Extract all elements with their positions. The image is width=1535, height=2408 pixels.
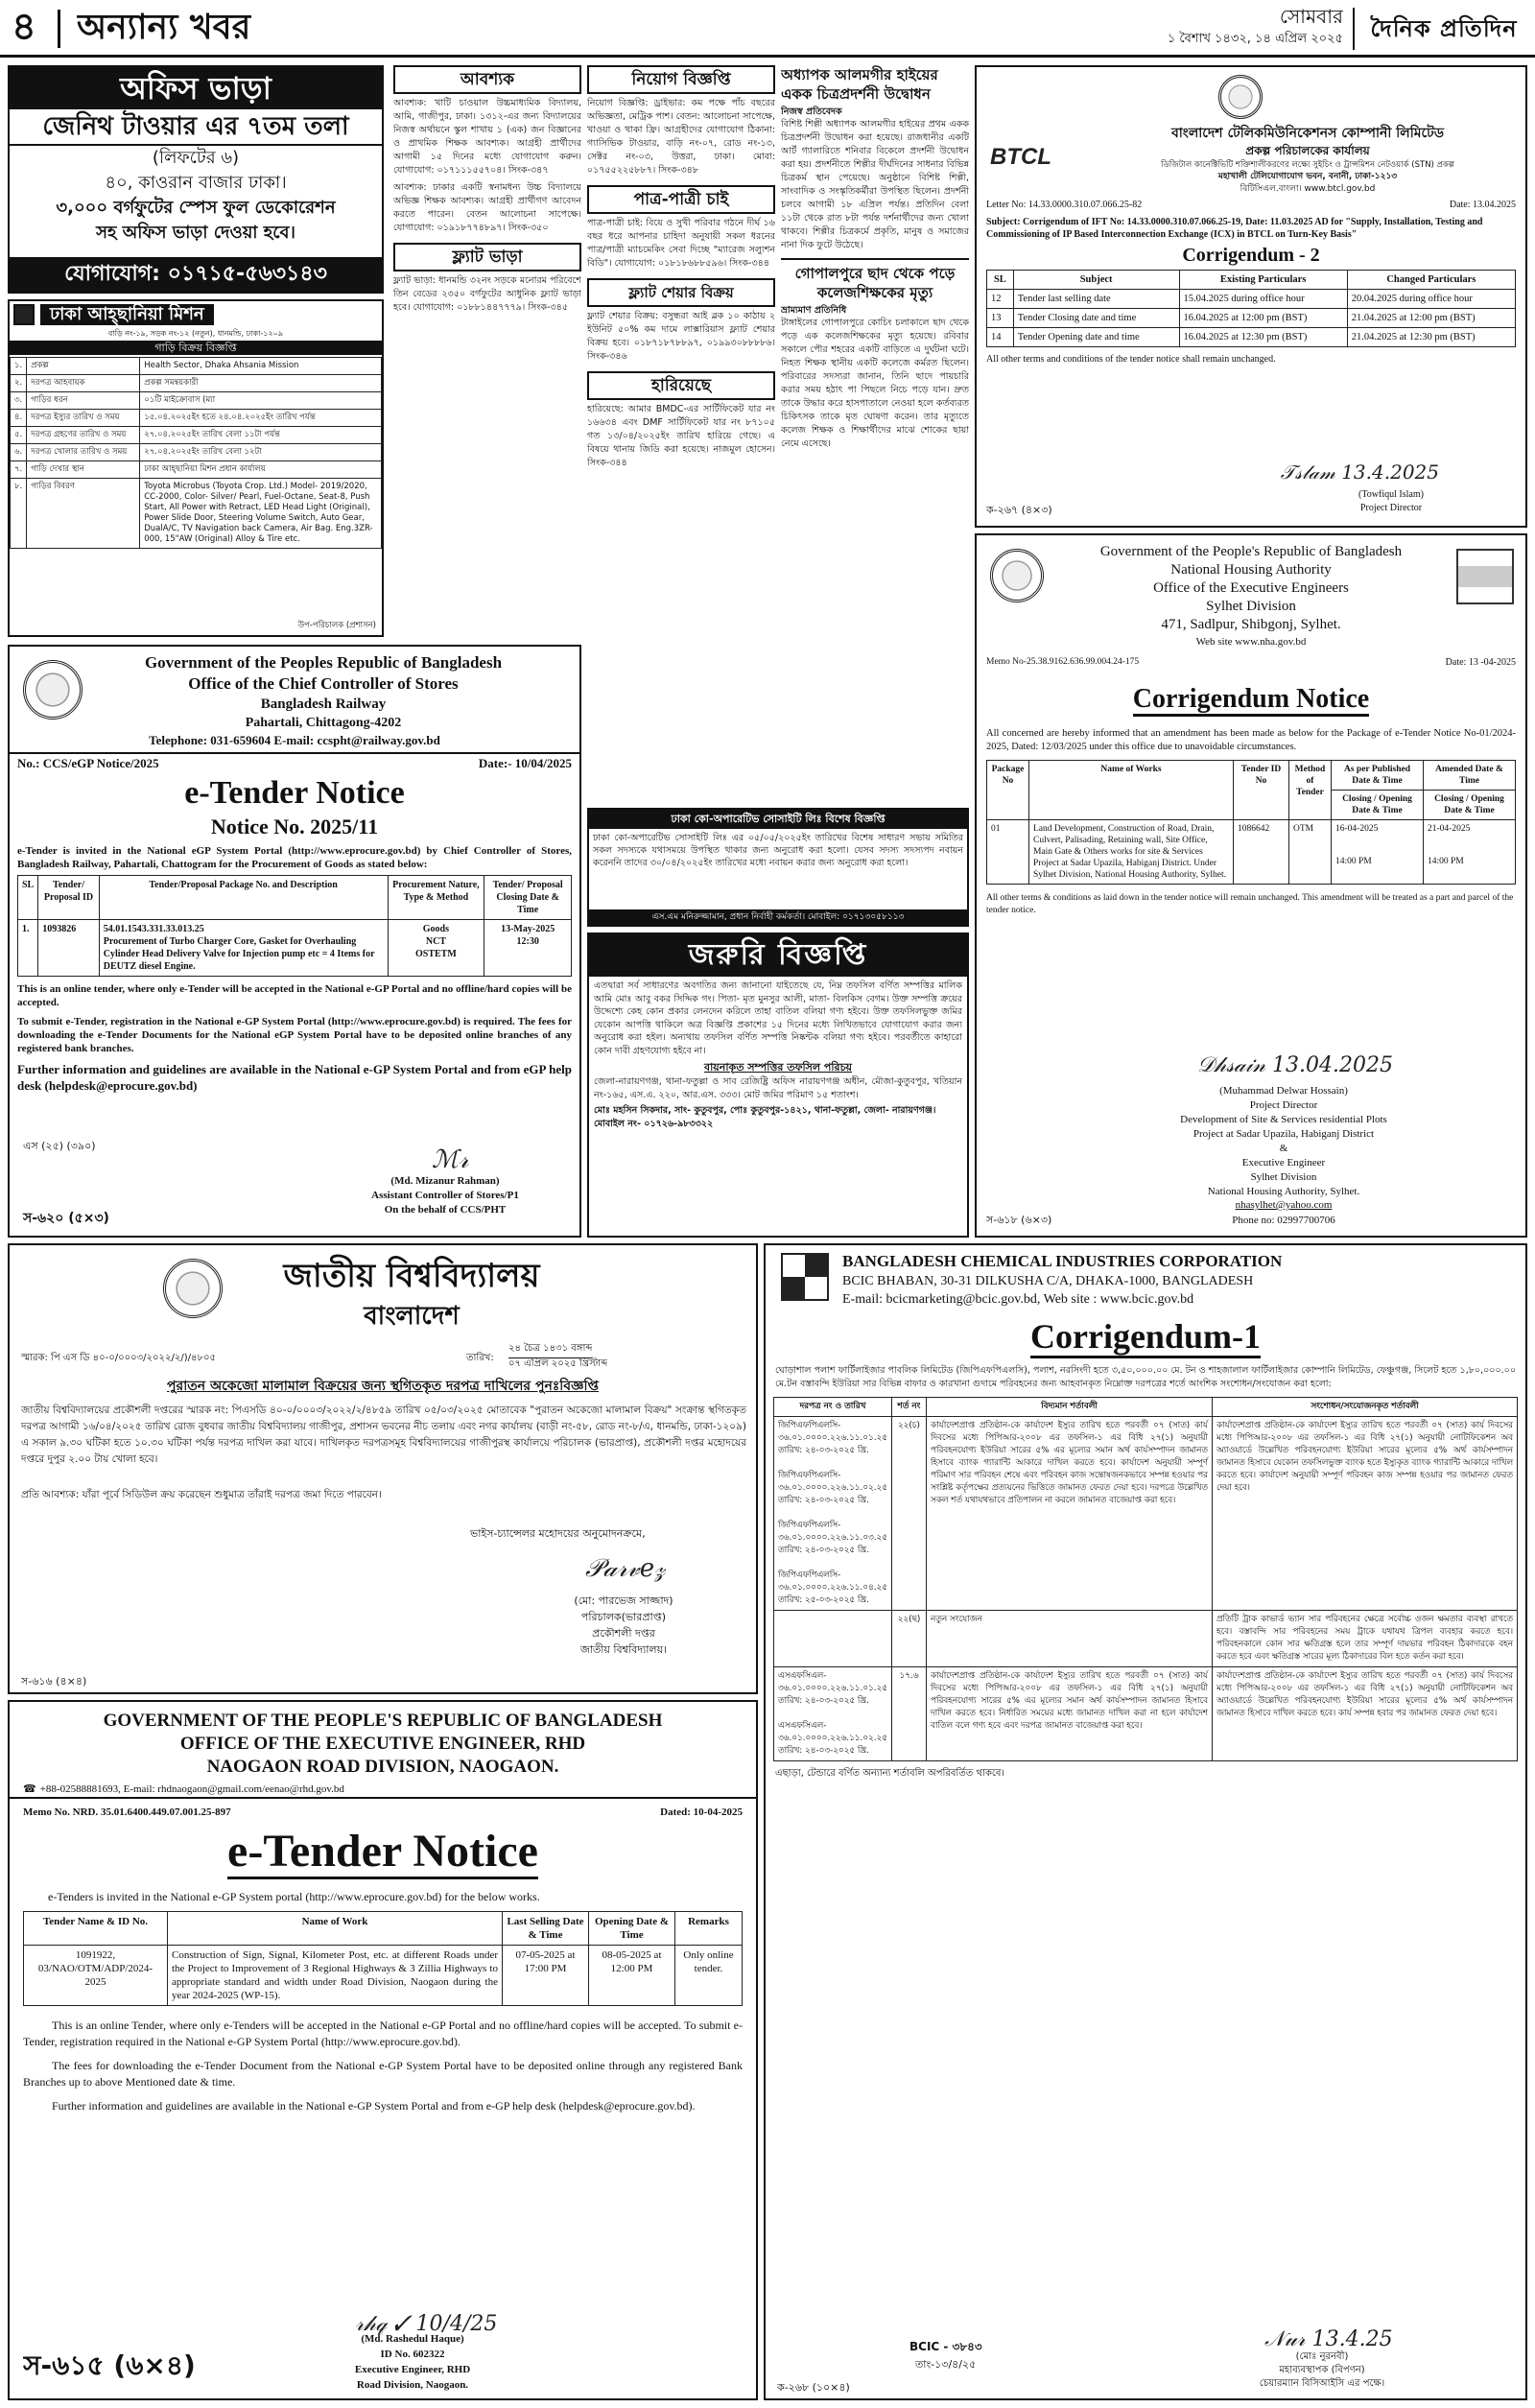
railway-col-3: Procurement Nature, Type & Method (388, 876, 484, 920)
btcl-title: Corrigendum - 2 (1182, 245, 1320, 266)
nu-date-1: ২৪ চৈত্র ১৪৩১ বঙ্গাব্দ (508, 1341, 592, 1358)
ahsania-cell-v: Toyota Microbus (Toyota Crop. Ltd.) Model- 2019/2020, CC-2000, Color- Silver/ Pearl, Fuel-Octane, Seat-8, Push Start, All Power with Retract, LED Head Light (Original), Power Slide Door, Steering Volume Switch, Auto Gear, DualA/C, TV Navigation back Camera, Air Bag. Eng.3ZR-000, 15"AW (Original) Alloy & Tire etc. (140, 479, 382, 549)
ahsania-title: ঢাকা আহ্ছানিয়া মিশন (40, 304, 214, 325)
ahsania-cell-k: দরপত্র খোলার তারিখ ও সময় (27, 444, 140, 461)
btcl-cell: Tender Closing date and time (1013, 309, 1179, 328)
table-row (11, 479, 382, 549)
ahsania-logo-icon (13, 304, 35, 325)
table-row (987, 309, 1516, 328)
railway-logo-icon (23, 660, 83, 720)
table-row (24, 1946, 743, 2006)
ahsania-cell-n: ২. (11, 375, 27, 392)
ahsania-cell-v: ঢাকা আহ্ছানিয়া মিশন প্রধান কার্যালয় (140, 461, 382, 479)
railway-l1: Government of the Peoples Republic of Bangladesh (144, 653, 503, 672)
btcl-sign-title: Project Director (1359, 503, 1423, 513)
btcl-cell: 13 (987, 309, 1014, 328)
bcic-cell-cond: ২২(চ) (891, 1417, 926, 1611)
bcic-cell-new: কার্যাদেশপ্রাপ্ত প্রতিষ্ঠান-কে কার্যাদেশ ইস্যুর তারিখ হতে পরবর্তী ০৭ (সাত) কার্য দিবসের মধ্যে পিপিআর-২০০৮ এর তফসিল-১ এর বিধি ২৭(১) অনুযায়ী নোটিফিকেশন অব অ্যাওয়ার্ডে উল্লেখিত পরিবহনযোগ্য ইউরিয়া সারের মূল্যের ৫% অর্থ কার্যসম্পাদন জামানত হিসাবে দাখিল করতে হবে। কার্য সম্পন্ন হবার পর জামানত ফেরত দেয়া হবে। (1212, 1667, 1517, 1761)
table-row (774, 1667, 1518, 1761)
bcic-code: ক-২৬৮ (১০×৪) (777, 2381, 850, 2394)
nha-col-method: Method of Tender (1289, 761, 1332, 820)
btcl-logo: BTCL (990, 144, 1051, 170)
btcl-cell: 20.04.2025 during office hour (1347, 290, 1515, 309)
railway-sign: (Md. Mizanur Rahman) Assistant Controller of Stores/P1 On the behalf of CCS/PHT (371, 1175, 519, 1216)
btcl-project: ডিজিটাল কানেক্টিভিটি শক্তিশালীকরণের লক্ষ্যে সুইচিং ও ট্রান্সমিশন নেটওয়ার্ক (STN) প্রকল্প (1161, 160, 1454, 170)
bcic-intro: ঘোড়াশাল পলাশ ফার্টিলাইজার পাবলিক লিমিটেড (জিপিএফপিএলসি), পলাশ, নরসিংদী হতে ৩,৫০,০০০.০০ মে. টন ও শাহজালাল ফার্টিলাইজার কোম্পানি লিমিটেড, ফেঞ্চুগঞ্জ, সিলেট হতে ১,৮০,০০০.০০ মে.টন বস্তাবন্দি ইউরিয়া সার বিভিন্ন বাফার ও কারখানা গুদামে পরিবহনের জন্য আহবানকৃত নিম্নোক্ত দরপত্রের শর্তে আংশিক সংশোধন/সংযোজন করা হলো: (775, 1365, 1516, 1389)
urgent-body: এতদ্বারা সর্ব সাধারণের অবগতির জন্য জানানো যাইতেছে যে, নিম্ন তফসিল বর্ণিত সম্পত্তির মালিক আমি মোঃ আবু বকর সিদ্দিক গং। পিতা- মৃত মুনসুর আলী, মাতা- বিলকিস বেগম। উক্ত সম্পত্তি ক্রয়ের উদ্দেশ্যে কেহ কোন প্রকার লেনদেন করিলে তাহা বাতিল বলিয়া গণ্য হইবে। উক্ত তফসিলভুক্ত জমির যেকোন আপত্তি থাকিলে অত্র বিজ্ঞপ্তি প্রকাশের ১৫ দিনের মধ্যে লিখিতভাবে যোগাযোগ করার জন্য অনুরোধ করা হইল। অন্যথায় তফসিল বর্ণিত সম্পত্তি নিষ্কন্টক বলিয়া গণ্য হইবে। পরবর্তীতে কাহারো কোন দাবী গ্রহণযোগ্য হইবে না। (594, 980, 962, 1056)
nu-order: ভাইস-চ্যান্সেলর মহোদয়ের অনুমোদনক্রমে, (470, 1527, 646, 1540)
lost-heading: হারিয়েছে (587, 371, 775, 400)
table-row (11, 444, 382, 461)
bcic-l3: E-mail: bcicmarketing@bcic.gov.bd, Web site : www.bcic.gov.bd (842, 1292, 1194, 1307)
needed-heading: আবশ্যক (393, 65, 581, 94)
btcl-cell: 15.04.2025 during office hour (1179, 290, 1347, 309)
nha-code: স-৬১৮ (৬×৩) (986, 1214, 1052, 1226)
railway-l3: Bangladesh Railway (260, 696, 387, 712)
railway-table (17, 875, 572, 977)
nha-cell-method: OTM (1289, 820, 1332, 885)
coop-sign: এস.এম মনিরুজ্জামান, প্রধান নির্বাহী কর্মকর্তা। মোবাইল: ০১৭১৩০৫৮১১৩ (589, 909, 967, 925)
nha-signature: 𝒟𝒽𝓈𝒶𝒾𝓃 13.04.2025 (1197, 1053, 1393, 1077)
btcl-seal-icon (1218, 75, 1263, 119)
railway-tel: Telephone: 031-659604 E-mail: ccspht@railway.gov.bd (149, 733, 440, 747)
nha-col-amended: Amended Date & Time (1424, 761, 1516, 791)
table-row (987, 328, 1516, 347)
ahsania-cell-n: ৬. (11, 444, 27, 461)
nha-cell-pkg: 01 (987, 820, 1029, 885)
bcic-col-3: সংশোধন/সংযোজনকৃত শর্তাবলী (1212, 1398, 1517, 1417)
btcl-cell: 16.04.2025 at 12:00 pm (BST) (1179, 309, 1347, 328)
nha-title: Corrigendum Notice (1133, 684, 1370, 717)
ahsania-cell-k: দরপত্র আহবায়ক (27, 375, 140, 392)
ahsania-cell-k: গাড়ির বিবরণ (27, 479, 140, 549)
office-rent-ad (8, 65, 384, 294)
urgent-schedule: জেলা-নারায়ণগঞ্জ, থানা-ফতুল্লা ও সাব রেজিষ্ট্রি অফিস নারায়ণগঞ্জ অধীন, মৌজা-কুতুবপুর, খতিয়ান নং-১৬৫, এস.এ. ২২০, আর.এস. ৩৩৩। মোট জমির পরিমাণ ১৫ শতাংশ। (594, 1076, 962, 1100)
nu-body: জাতীয় বিশ্ববিদ্যালয়ের প্রকৌশলী দপ্তরের স্মারক নং: পিএসডি ৪০-০/০০০৩/২০২২/২/৪৮৫৯ তারিখ ০৫/০৩/২০২৫ মোতাবেক "পুরাতন অকেজো মালামাল বিক্রয়" সংক্রান্ত স্থগিতকৃত দরপত্র আগামী ১৬/০৪/২০২৫ তারিখ রোজ বুধবার জাতীয় বিশ্ববিদ্যালয় গাজীপুর, প্রশাসন ভবনের নীচ তলায় এবং নগর কার্যালয় (বাড়ী নং-৫৮, রোড নং-৮/এ, ধানমন্ডি, ঢাকা-১২০৯) এ সকাল ৯.৩০ ঘটিকা হতে ১০.৩০ ঘটিকা পর্যন্ত দরপত্র দাখিল করা যাবে। দাখিলকৃত দরপত্রসমূহ বিশ্ববিদ্যালয়ের গাজীপুরস্থ কার্যালয়ে পরিচালক (ভারপ্রাপ্ত), প্রকৌশলী দপ্তর মহোদয়ের দপ্তরে দুপুর ২.০০ টায় খোলা হবে। (21, 1405, 746, 1465)
nha-web: Web site www.nha.gov.bd (1195, 636, 1307, 648)
bcic-code-label: BCIC - ৩৮৪৩ (909, 2340, 982, 2353)
alamgir-body: বিশিষ্ট শিল্পী অধ্যাপক আলমগীর হাইয়ের প্রথম একক চিত্রপ্রদর্শনী উদ্বোধন করা হয়েছে। রাজধানীর একটি আর্ট গ্যালারিতে শনিবার বিকেলে প্রদর্শনী উদ্বোধন করা হয়। প্রদর্শনীতে শিল্পীর দীর্ঘদিনের সাধনার বিভিন্ন চিত্রকর্ম স্থান পেয়েছে। অনুষ্ঠানে বিশিষ্ট শিল্পী, সাংবাদিক ও সংস্কৃতিকর্মীরা উপস্থিত ছিলেন। প্রদর্শনী চলবে আগামী ১৮ এপ্রিল পর্যন্ত। প্রতিদিন বেলা ১১টা থেকে রাত ৮টা পর্যন্ত দর্শনার্থীদের জন্য খোলা থাকবে। শিল্পীর চিত্রকর্মে প্রকৃতি, মানুষ ও সমাজের নানা দিক ফুটে উঠেছে। (781, 119, 969, 250)
btcl-office: প্রকল্প পরিচালকের কার্যালয় (1245, 144, 1370, 157)
table-row (11, 375, 382, 392)
flat-sale-text: ফ্ল্যাট শেয়ার বিক্রয়: বসুন্ধরা আই ব্লক ১০ কাঠায় ২ ইউনিট ৫০% কম দামে লাক্সারিয়াস ফ্ল্যাট শেয়ার বিক্রয় হবে। ০১৮৭১৮৭৮৮৯৭, ০১৯৯৩০৮৮৮৮৬। সিংক-৩৪৬ (587, 311, 775, 362)
coop-body: ঢাকা কো-অপারেটিভ সোসাইটি লিঃ এর ০৫/০৫/২০২৫ইং তারিখের বিশেষ সাধারণ সভায় সমিতির সকল সদস্যকে যথাসময়ে উপস্থিত থাকার জন্য অনুরোধ করা হলো। যেসব সদস্য সদস্যপদ নবায়ন করেননি তাদের ৩০/০৪/২০২৫ইং তারিখের মধ্যে নবায়ন করার জন্য অনুরোধ করা হলো। (593, 833, 963, 868)
ahsania-footer: উপ-পরিচালক (প্রশাসন) (297, 621, 376, 630)
nha-table (986, 760, 1516, 885)
rhd-tender (8, 1700, 758, 2400)
bcic-cell-ref: জিপিএফপিএলসি- ৩৬.০১.০০০০.২২৬.১১.০১.২৫ তারিখ: ২৪-০৩-২০২৫ খ্রি. জিপিএফপিএলসি- ৩৬.০১.০০০০.২২৬.১১.০২.২৫ তারিখ: ২৪-০৩-২০২৫ খ্রি. জিপিএফপিএলসি- ৩৬.০১.০০০০.২২৬.১১.০৩.২৫ তারিখ: ২৪-০৩-২০২৫ খ্রি. জিপিএফপিএলসি- ৩৬.০১.০০০০.২২৬.১১.০৪.২৫ তারিখ: ২৫-০৩-২০২৫ খ্রি. (774, 1417, 892, 1611)
rhd-cell-0: 1091922, 03/NAO/OTM/ADP/2024-2025 (24, 1946, 168, 2006)
nu-date-label: তারিখ: (466, 1353, 494, 1363)
rhd-table (23, 1911, 743, 2006)
rhd-date: Dated: 10-04-2025 (660, 1806, 743, 1818)
office-rent-line2: (লিফটের ৬) (152, 148, 240, 168)
rhd-col-3: Opening Date & Time (589, 1912, 675, 1946)
nha-phone: Phone no: 02997700706 (1232, 1215, 1335, 1226)
btcl-col-1: Subject (1013, 271, 1179, 290)
office-rent-line1: জেনিথ টাওয়ার এর ৭তম তলা (10, 109, 382, 146)
recruit-heading: নিয়োগ বিজ্ঞপ্তি (587, 65, 775, 94)
nha-cell-id: 1086642 (1234, 820, 1289, 885)
marriage-text: পাত্র-পাত্রী চাই: বিয়ে ও সুখী পরিবার গঠনে দীর্ঘ ১৬ বছর ধরে আপনার চাহিদা অনুযায়ী সকল ধরনের পাত্র/পাত্রী ম্যাচমেকিং সেবা দিচ্ছে "ম্যারেজ সল্যুশন বিডি"। যোগাযোগ: ০১৮১৮৬৮৮৫৯৬। সিংক-৩৪৪ (587, 218, 775, 269)
rhd-cell-3: 08-05-2025 at 12:00 PM (589, 1946, 675, 2006)
flat-sale-heading: ফ্ল্যাট শেয়ার বিক্রয় (587, 278, 775, 307)
table-row (774, 1611, 1518, 1667)
rhd-col-2: Last Selling Date & Time (503, 1912, 589, 1946)
btcl-col-3: Changed Particulars (1347, 271, 1515, 290)
bcic-sign: (মোঃ নুরনবী) মহাব্যবস্থাপক (বিপণন) চেয়ারম্যান বিসিআইসি এর পক্ষে। (1259, 2351, 1385, 2389)
railway-title: e-Tender Notice (184, 775, 405, 811)
table-row (987, 820, 1516, 885)
bcic-col-0: দরপত্র নং ও তারিখ (774, 1398, 892, 1417)
page-header (0, 0, 1535, 58)
alamgir-headline-2: একক চিত্রপ্রদর্শনী উদ্বোধন (781, 85, 931, 103)
table-row (11, 461, 382, 479)
bcic-corrigendum (764, 1243, 1527, 2400)
rhd-l2: OFFICE OF THE EXECUTIVE ENGINEER, RHD (179, 1734, 586, 1754)
rhd-title: e-Tender Notice (227, 1826, 538, 1879)
ahsania-cell-v: Health Sector, Dhaka Ahsania Mission (140, 358, 382, 375)
nha-memo: Memo No-25.38.9162.636.99.004.24-175 (986, 657, 1140, 667)
nha-amd-date: 21-04-2025 (1428, 824, 1471, 834)
bcic-cell-cond: ১৭.৬ (891, 1667, 926, 1761)
bcic-cell-old: কার্যাদেশপ্রাপ্ত প্রতিষ্ঠান-কে কার্যাদেশ ইস্যুর তারিখ হতে পরবর্তী ০৭ (সাত) কার্য দিবসের মধ্যে পিপিআর-২০০৮ এর তফসিল-১ এর বিধি ২৭(১) অনুযায়ী পরিবহনযোগ্য সারের ৫% এর মূল্যের সমান অর্থ কার্যসম্পাদন জামানত হিসাবে দাখিল করতে হবে। নির্ধারিত সময়ের মধ্যে জামানত দাখিল করা না হলে কার্যাদেশ বাতিল বলে গণ্য হবে এবং দরপত্র জামানত বাজেয়াপ্ত করা হবে। (926, 1667, 1212, 1761)
nha-corrigendum (975, 533, 1527, 1238)
table-row (987, 290, 1516, 309)
rhd-l3: NAOGAON ROAD DIVISION, NAOGAON. (206, 1757, 559, 1777)
btcl-col-2: Existing Particulars (1179, 271, 1347, 290)
ahsania-cell-k: গাড়ি দেখার স্থান (27, 461, 140, 479)
rhd-sign: (Md. Rashedul Haque) ID No. 602322 Executive Engineer, RHD Road Division, Naogaon. (354, 2333, 471, 2391)
bcic-cell-cond: ২২(ছ) (891, 1611, 926, 1667)
bcic-cell-ref: এসএফসিএল- ৩৬.০১.০০০০.২২৬.১১.০১.২৫ তারিখ: ২৪-০৩-২০২৫ খ্রি. এসএফসিএল- ৩৬.০১.০০০০.২২৬.১১.০২.২৫ তারিখ: ২৪-০৩-২০২৫ খ্রি. (774, 1667, 892, 1761)
ahsania-cell-k: দরপত্র ইস্যুর তারিখ ও সময় (27, 410, 140, 427)
page-number: ৪ (12, 5, 36, 49)
lost-text: হারিয়েছে: আমার BMDC-এর সার্টিফিকেট যার নং ১৬৬৩৪ এবং DMF সার্টিফিকেট যার নং ৮৭১০৫ গত ১৩/০৪/২০২৫ইং তারিখ হারিয়ে গেছে। এ বিষয়ে থানায় জিডি করা হয়েছে। নাজমুল হোসেন। সিংক-৩৪৪ (587, 404, 775, 468)
nu-name-1: জাতীয় বিশ্ববিদ্যালয় (283, 1257, 540, 1295)
bcic-cell-old: কার্যাদেশপ্রাপ্ত প্রতিষ্ঠান-কে কার্যাদেশ ইস্যুর তারিখ হতে পরবর্তী ০৭ (সাত) কার্য দিবসের মধ্যে পিপিআর-২০০৮ এর তফসিল-১ এর বিধি ২৭(১) অনুযায়ী পরিবহনযোগ্য ইউরিয়া সারের ৫% এর মূল্যের সমান অর্থ কার্যসম্পাদন জামানত হিসাবে ব্যাংক গ্যারান্টি আকারে দাখিল করতে হবে। কার্যাদেশ অনুযায়ী সম্পূর্ণ পরিমাণ সার পরিবহন শেষে এবং পরিবহন কাজ সন্তোষজনকভাবে সম্পন্ন হওয়ার পর সংশ্লিষ্ট কর্তৃপক্ষের প্রত্যয়নের ভিত্তিতে জামানত ফেরত দেয়া হবে। দরপত্রে উল্লেখিত সকল শর্ত যথাযথভাবে প্রতিপালন না করলে জামানত বাজেয়াপ্ত করা হবে। (926, 1417, 1212, 1611)
phone-icon: ☎ (23, 1783, 36, 1795)
bcic-cell-ref (774, 1611, 892, 1667)
btcl-sign-name: (Towfiqul Islam) (1358, 489, 1424, 500)
rhd-cell-2: 07-05-2025 at 17:00 PM (503, 1946, 589, 2006)
bcic-table (773, 1397, 1518, 1761)
alamgir-byline: নিজস্ব প্রতিবেদক (781, 106, 842, 117)
btcl-cell: 14 (987, 328, 1014, 347)
railway-notice-no: Notice No. 2025/11 (210, 814, 379, 838)
nha-pub-time: 14:00 PM (1335, 857, 1372, 866)
ahsania-cell-n: ৫. (11, 427, 27, 444)
nha-amd-time: 14:00 PM (1428, 857, 1464, 866)
nu-memo: স্মারক: পি এস ডি ৪০-০/০০০৩/২০২২/২/)/৪৮০৫ (21, 1353, 216, 1363)
ahsania-cell-n: ৭. (11, 461, 27, 479)
gopalpur-byline: ভ্রাম্যমাণ প্রতিনিধি (781, 305, 847, 316)
section-title: অন্যান্য খবর (77, 8, 251, 47)
nha-l3: Office of the Executive Engineers (1153, 580, 1349, 596)
btcl-cell: 21.04.2025 at 12:00 pm (BST) (1347, 309, 1515, 328)
railway-col-2: Tender/Proposal Package No. and Description (99, 876, 388, 920)
urgent-sign: মোঃ মহসিন সিকদার, সাং- কুতুবপুর, পোঃ কুতুবপুর-১৪২১, থানা-ফতুল্লা, জেলা- নারায়ণগঞ্জ। মোবাইল নং- ০১৭২৬-৯৮৩৩২২ (594, 1105, 936, 1129)
railway-cell-1: 1093826 (38, 920, 100, 977)
btcl-cell: 12 (987, 290, 1014, 309)
railway-p3: Further information and guidelines are available in the National e-GP System Portal and from eGP help desk (helpdesk@eprocure.gov.bd) (17, 1062, 572, 1093)
coop-notice (587, 808, 969, 927)
office-rent-line4: ৩,০০০ বর্গফুটের স্পেস ফুল ডেকোরেশন (56, 198, 336, 218)
nha-logo-icon (1456, 549, 1514, 604)
office-rent-line3: ৪০, কাওরান বাজার ঢাকা। (105, 173, 287, 193)
railway-code-1: এস (২৫) (৩৯০) (23, 1140, 96, 1152)
bcic-note: এছাড়া, টেন্ডারে বর্ণিত অন্যান্য শর্তাবলি অপরিবর্তিত থাকবে। (775, 1768, 1005, 1779)
table-row (11, 392, 382, 410)
nha-l1: Government of the People's Republic of Bangladesh (1099, 544, 1403, 559)
rhd-cell-4: Only online tender. (675, 1946, 743, 2006)
nha-col-published: As per Published Date & Time (1332, 761, 1424, 791)
recruit-text: নিয়োগ বিজ্ঞপ্তি: ড্রাইভার: কম পক্ষে পাঁচ বছরের অভিজ্ঞতা, মেট্রিক পাশ। বেতন: আলোচনা সাপেক্ষে, খাওয়া ও থাকা ফ্রি। আগ্রহীদের যোগাযোগ ঠিকানা: গ্যাসিভিক টাওয়ার, বাড়ি নং-০৭, রোড নং-১৩, সেক্টর নং-০৩, উত্তরা, ঢাকা। মোবা: ০১৭৫৫২২৫৮৮৭। সিংক-৩৪৮ (587, 98, 775, 176)
railway-l4: Pahartali, Chittagong-4202 (245, 716, 402, 730)
railway-signature: ℳ𝓇 (432, 1145, 469, 1174)
gopalpur-body: টাঙ্গাইলের গোপালপুরে কোচিং চলাকালে ছাদ থেকে পড়ে এক কলেজশিক্ষকের মৃত্যু হয়েছে। রবিবার সকালে পৌর শহরের একটি বাড়িতে এ দুর্ঘটনা ঘটে। নিহত শিক্ষক স্থানীয় একটি কলেজে কর্মরত ছিলেন। পরিবারের সদস্যরা জানান, তিনি ছাদে পায়চারি করার সময় হঠাৎ পা পিছলে নিচে পড়ে যান। দ্রুত তাকে উদ্ধার করে হাসপাতালে নেওয়া হলে কর্তব্যরত চিকিৎসক তাকে মৃত ঘোষণা করেন। তার মৃত্যুতে কলেজ শিক্ষক ও শিক্ষার্থীদের মাঝে শোকের ছায়া নেমে এসেছে। (781, 318, 969, 449)
office-rent-line5: সহ অফিস ভাড়া দেওয়া হবে। (96, 223, 295, 243)
rhd-col-0: Tender Name & ID No. (24, 1912, 168, 1946)
ahsania-cell-n: ৪. (11, 410, 27, 427)
masthead-logo: দৈনিক প্রতিদিন (1370, 15, 1518, 42)
btcl-signature: 𝒯𝓈𝓁𝒶𝓂 13.4.2025 (1280, 460, 1439, 484)
railway-cell-4: 13-May-2025 12:30 (484, 920, 572, 977)
btcl-col-0: SL (987, 271, 1014, 290)
nha-sign: (Muhammad Delwar Hossain) Project Director Development of Site & Services residential Plots Project at Sadar Upazila, Habiganj District & Executive Engineer Sylhet Division National Housing Authority, Sylhet. (1180, 1085, 1387, 1197)
rhd-p1: This is an online Tender, where only e-Tenders will be accepted in the National e-GP Portal and no offline/hard copies will be accepted. To submit e-Tender, registration required in the National e-GP System Portal (http://www.eprocure.gov.bd). (23, 2018, 743, 2048)
nha-cell-work: Land Development, Construction of Road, Drain, Culvert, Palisading, Retaining wall, Site Office, Main Gate & Others works for site & Services Project at Sadar Upazila, Habiganj District. Under Sylhet Division, National Housing Authority, Sylhet. (1029, 820, 1234, 885)
nha-intro: All concerned are hereby informed that an amendment has been made as below for the Package of e-Tender Notice No-01/2024-2025, Dated: 12/03/2025 under this office due to unavoidable circumstances. (986, 728, 1516, 752)
nha-col-works: Name of Works (1029, 761, 1234, 820)
table-row (18, 920, 572, 977)
btcl-cell: 16.04.2025 at 12:30 pm (BST) (1179, 328, 1347, 347)
nha-email: nhasylhet@yahoo.com (1235, 1199, 1333, 1211)
ahsania-cell-v: ২৭.০৪.২০২৫ইং তারিখ বেলা ১২টা (140, 444, 382, 461)
nha-date: Date: 13 -04-2025 (1445, 657, 1516, 668)
rhd-intro: e-Tenders is invited in the National e-GP System portal (http://www.eprocure.gov.bd) for the below works. (48, 1890, 540, 1903)
bcic-cell-new: প্রতিটি ট্রাক কাভার্ড ভ্যান সার পরিবহনের ক্ষেত্রে সর্বোচ্চ ওজন ক্ষমতার ব্যবস্থা রাখতে হবে। বস্তাবন্দি সার পরিবহনের সময় ট্রাকে যথাযথ ত্রিপল ব্যবহার করতে হবে। পরিবহনকালে কোন সার ক্ষতিগ্রস্ত হলে তার সম্পূর্ণ দায়ভার পরিবহন ঠিকাদারকে বহন করতে হবে এবং ক্ষতিগ্রস্ত সারের মূল্য ঠিকাদারের বিল হতে কর্তন করা হবে। (1212, 1611, 1517, 1667)
rhd-code: স-৬১৫ (৬×৪) (23, 2349, 196, 2381)
office-rent-contact: যোগাযোগ: ০১৭১৫-৫৬৩১৪৩ (10, 257, 382, 292)
btcl-date: Date: 13.04.2025 (1449, 200, 1516, 210)
nha-subcol-amended: Closing / Opening Date & Time (1424, 791, 1516, 820)
btcl-address: মহাখালী টেলিযোগাযোগ ভবন, বনানী, ঢাকা-১২১৩ (1217, 172, 1398, 181)
nha-l2: National Housing Authority (1170, 562, 1332, 578)
railway-cell-3: Goods NCT OSTETM (388, 920, 484, 977)
coop-title: ঢাকা কো-অপারেটিভ সোসাইটি লিঃ বিশেষ বিজ্ঞপ্তি (589, 810, 967, 829)
nha-note: All other terms & conditions as laid down in the tender notice will remain unchanged. This amendment will be treated as a part and parcel of the tender notice. (986, 893, 1514, 915)
ahsania-cell-k: গাড়ির ধরন (27, 392, 140, 410)
nu-note: প্রতি আবশ্যক: যাঁরা পূর্বে সিডিউল ক্রয় করেছেন শুধুমাত্র তাঁরাই দরপত্র জমা দিতে পারবেন। (21, 1489, 382, 1500)
nha-pub-date: 16-04-2025 (1335, 824, 1379, 834)
nu-date-2: ০৭ এপ্রিল ২০২৫ খ্রিস্টাব্দ (508, 1358, 608, 1369)
railway-code: স-৬২০ (৫×৩) (23, 1211, 109, 1226)
railway-col-1: Tender/ Proposal ID (38, 876, 100, 920)
btcl-cell: 21.04.2025 at 12:30 pm (BST) (1347, 328, 1515, 347)
bcic-signature: 𝒩𝓊𝓇 13.4.25 (1264, 2327, 1393, 2351)
rhd-signature: 𝓇𝒽𝓆 ✓ 10/4/25 (355, 2312, 498, 2336)
nu-sign: (মো: পারভেজ সাজ্জাদ) পরিচালক(ভারপ্রাপ্ত) প্রকৌশলী দপ্তর জাতীয় বিশ্ববিদ্যালয়। (574, 1594, 673, 1656)
bcic-cell-new: কার্যাদেশপ্রাপ্ত প্রতিষ্ঠান-কে কার্যাদেশ ইস্যুর তারিখ হতে পরবর্তী ০৭ (সাত) কার্য দিবসের মধ্যে পিপিআর-২০০৮ এর তফসিল-১ এর বিধি ২৭(১) অনুযায়ী নোটিফিকেশন অব অ্যাওয়ার্ডে উল্লেখিত পরিবহনযোগ্য ইউরিয়া সারের মূল্যের ৫% অর্থ কার্যসম্পাদন জামানত হিসাবে যেকোন তফসিলভুক্ত ব্যাংক হতে ইস্যুকৃত ব্যাংক গ্যারান্টি আকারে দাখিল করতে হবে। কার্যাদেশ অনুযায়ী সম্পূর্ণ পরিবহন কাজ সম্পন্ন হওয়ার পর জামানত ফেরত দেয়া হবে। (1212, 1417, 1517, 1611)
railway-col-0: SL (18, 876, 38, 920)
btcl-code: ক-২৬৭ (৪×৩) (986, 504, 1052, 516)
bcic-code-date: তাং-১৩/৪/২৫ (915, 2358, 977, 2371)
ahsania-cell-n: ১. (11, 358, 27, 375)
rhd-p3: Further information and guidelines are available in the National e-GP System Portal and from e-GP help desk (helpdesk@eprocure.gov.bd). (52, 2099, 696, 2113)
rhd-p2: The fees for downloading the e-Tender Document from the National e-GP System Portal have to be deposited online through any registered Bank Branches up to above Mentioned date & time. (23, 2059, 743, 2089)
railway-date: Date:- 10/04/2025 (478, 756, 572, 770)
table-row (11, 358, 382, 375)
needed-text-2: আবশ্যক: ঢাকার একটি স্বনামধন্য উচ্চ বিদ্যালয়ে অভিজ্ঞ শিক্ষক আবশ্যক। আগ্রহী প্রার্থীগণ আবেদন করতে পারেন। বেতন আলোচনা সাপেক্ষে। যোগাযোগ: ০১৯১৮৭৭৪৮৯৭। সিংক-৩৫০ (393, 182, 581, 233)
nha-col-id: Tender ID No (1234, 761, 1289, 820)
nu-name-2: বাংলাদেশ (364, 1302, 460, 1331)
alamgir-headline-1: অধ্যাপক আলমগীর হাইয়ের (781, 66, 938, 83)
classified-col-2 (587, 65, 775, 687)
ahsania-ad (8, 299, 384, 637)
rhd-memo: Memo No. NRD. 35.01.6400.449.07.001.25-897 (23, 1806, 231, 1818)
ahsania-cell-v: ০১টি মাইক্রোবাস (ম্যা (140, 392, 382, 410)
ahsania-cell-n: ৮. (11, 479, 27, 549)
nu-signature: 𝒫𝒶𝓇𝓋𝑒𝓏 (585, 1554, 667, 1583)
dateline: ১ বৈশাখ ১৪৩২, ১৪ এপ্রিল ২০২৫ (1167, 32, 1343, 46)
bcic-cell-old: নতুন সংযোজন (926, 1611, 1212, 1667)
btcl-cell: Tender last selling date (1013, 290, 1179, 309)
nu-notice (8, 1243, 758, 1694)
nu-code: স-৬১৬ (৪×৪) (21, 1675, 87, 1688)
flat-rent-text: ফ্ল্যাট ভাড়া: ধানমন্ডি ৩২নং সড়কে মনোরম পরিবেশে তিন বেডের ২৩৫০ বর্গফুটের আধুনিক ফ্ল্যাট ভাড়া হবে। যোগাযোগ: ০১৮৮১৪৪৭৭৭৯। সিংক-৩৪৫ (393, 275, 581, 313)
ahsania-cell-v: প্রকল্প সমন্বয়কারী (140, 375, 382, 392)
btcl-subject: Subject: Corrigendum of IFT No: 14.33.0000.310.07.066.25-19, Date: 11.03.2025 AD for "Supply, Installation, Testing and Commissioning of IP Based Interconnection Exchange (ICX) in BTCL on Turn-Key Basis" (986, 217, 1483, 240)
nha-col-package: Package No (987, 761, 1029, 820)
urgent-notice (587, 933, 969, 1238)
table-row (11, 427, 382, 444)
railway-l2: Office of the Chief Controller of Stores (188, 674, 459, 693)
classified-col-1 (393, 65, 581, 687)
nha-l5: 471, Sadlpur, Shibgonj, Sylhet. (1161, 617, 1341, 632)
ahsania-notice: গাড়ি বিক্রয় বিজ্ঞপ্তি (10, 341, 382, 355)
rhd-cell-1: Construction of Sign, Signal, Kilometer Post, etc. at different Roads under the Project to Improvement of 3 Regional Highways & 3 Zillia Highways to appropriate standard and width under Road Division, Naogaon during the year 2024-2025 (WP-15). (168, 1946, 503, 2006)
weekday: সোমবার (1279, 5, 1343, 28)
bd-seal-icon (990, 549, 1044, 602)
railway-p2: To submit e-Tender, registration in the National e-GP System Portal (http://www.eprocure.gov.bd) is required. The fees for downloading the e-Tender Documents for the National eGP System Portal have to be deposited online branches of any registered bank branches. (17, 1016, 572, 1054)
bcic-col-1: শর্ত নং (891, 1398, 926, 1417)
rhd-l1: GOVERNMENT OF THE PEOPLE'S REPUBLIC OF BANGLADESH (103, 1711, 663, 1731)
btcl-note: All other terms and conditions of the tender notice shall remain unchanged. (986, 354, 1276, 365)
bcic-title: Corrigendum-1 (1030, 1317, 1261, 1358)
rhd-contact: +88-02588881693, E-mail: rhdnaogaon@gmail.com/eenao@rhd.gov.bd (39, 1782, 344, 1795)
urgent-schedule-title: বায়নাকৃত সম্পত্তির তফসিল পরিচয় (703, 1061, 853, 1074)
railway-col-4: Tender/ Proposal Closing Date & Time (484, 876, 572, 920)
btcl-letter-no: Letter No: 14.33.0000.310.07.066.25-82 (986, 200, 1143, 210)
office-rent-title: অফিস ভাড়া (10, 67, 382, 109)
rhd-col-4: Remarks (675, 1912, 743, 1946)
btcl-web: বিটিসিএল.বাংলা। www.btcl.gov.bd (1240, 184, 1376, 194)
railway-tender (8, 645, 581, 1238)
btcl-table (986, 270, 1516, 347)
nu-title: পুরাতন অকেজো মালামাল বিক্রয়ের জন্য স্থগিতকৃত দরপত্র দাখিলের পুনঃবিজ্ঞপ্তি (167, 1379, 599, 1394)
railway-no: No.: CCS/eGP Notice/2025 (17, 756, 159, 770)
table-row (11, 410, 382, 427)
ahsania-cell-n: ৩. (11, 392, 27, 410)
nha-l4: Sylhet Division (1206, 599, 1296, 614)
urgent-title: জরুরি বিজ্ঞপ্তি (589, 934, 967, 977)
railway-cell-0: 1. (18, 920, 38, 977)
rhd-col-1: Name of Work (168, 1912, 503, 1946)
railway-p1: This is an online tender, where only e-Tender will be accepted in the National e-GP Portal and no offline/hard copies will be accepted. (17, 983, 572, 1008)
btcl-org: বাংলাদেশ টেলিকমিউনিকেশনস কোম্পানী লিমিটেড (1170, 126, 1445, 141)
news-column (781, 65, 969, 629)
nha-subcol-published: Closing / Opening Date & Time (1332, 791, 1424, 820)
nu-logo-icon (163, 1259, 223, 1318)
ahsania-cell-k: দরপত্র গ্রহণের তারিখ ও সময় (27, 427, 140, 444)
railway-intro: e-Tender is invited in the National eGP System Portal (http://www.eprocure.gov.bd) by Chief Controller of Stores, Bangladesh Railway, Pahartali, Chattogram for the Procurement of Goods as stated below: (17, 845, 572, 870)
bcic-logo-icon (781, 1253, 829, 1301)
gopalpur-headline-1: গোপালপুরে ছাদ থেকে পড়ে (794, 265, 956, 282)
bcic-l1: BANGLADESH CHEMICAL INDUSTRIES CORPORATION (842, 1252, 1283, 1270)
ahsania-address: বাড়ি নং-১৯, সড়ক নং-১২ (নতুন), ধানমন্ডি, ঢাকা-১২০৯ (107, 329, 284, 338)
bcic-l2: BCIC BHABAN, 30-31 DILKUSHA C/A, DHAKA-1000, BANGLADESH (842, 1274, 1254, 1288)
marriage-heading: পাত্র-পাত্রী চাই (587, 185, 775, 214)
flat-rent-heading: ফ্ল্যাট ভাড়া (393, 243, 581, 271)
ahsania-cell-v: ১৫.০৪.২০২৫ইং হতে ২৪.০৪.২০২৫ইং তারিখ পর্যন্ত (140, 410, 382, 427)
bcic-col-2: বিদ্যমান শর্তাবলী (926, 1398, 1212, 1417)
railway-cell-2: 54.01.1543.331.33.013.25 Procurement of Turbo Charger Core, Gasket for Overhauling Cylinder Head Delivery Valve for Injection pump etc = 4 Items for DEUTZ diesel Engine. (99, 920, 388, 977)
btcl-cell: Tender Opening date and time (1013, 328, 1179, 347)
ahsania-cell-k: প্রকল্প (27, 358, 140, 375)
ahsania-cell-v: ২৭.০৪.২০২৫ইং তারিখ বেলা ১১টা পর্যন্ত (140, 427, 382, 444)
needed-text: আবশ্যক: খাটি চাওয়াল উচ্চমাধ্যমিক বিদ্যালয়, আমি, গাজীপুর, ঢাকা। ১৩১২-এর জন্য বিদ্যালয়ের নিজস্ব অর্থায়নে স্কুল শাখায় ১ (এক) জন বিজ্ঞানের ও প্রাথমিক শিক্ষক আবশ্যক। আগ্রহী প্রার্থীদের আগামী ১৫ দিনের মধ্যে যোগাযোগ করুন। যোগাযোগ: ০১৭১১১৫৫৭০৪। সিংক-৩৪৭ (393, 98, 581, 176)
table-row (774, 1417, 1518, 1611)
ahsania-table (10, 357, 382, 549)
btcl-corrigendum (975, 65, 1527, 528)
gopalpur-headline-2: কলেজশিক্ষকের মৃত্যু (816, 284, 933, 301)
